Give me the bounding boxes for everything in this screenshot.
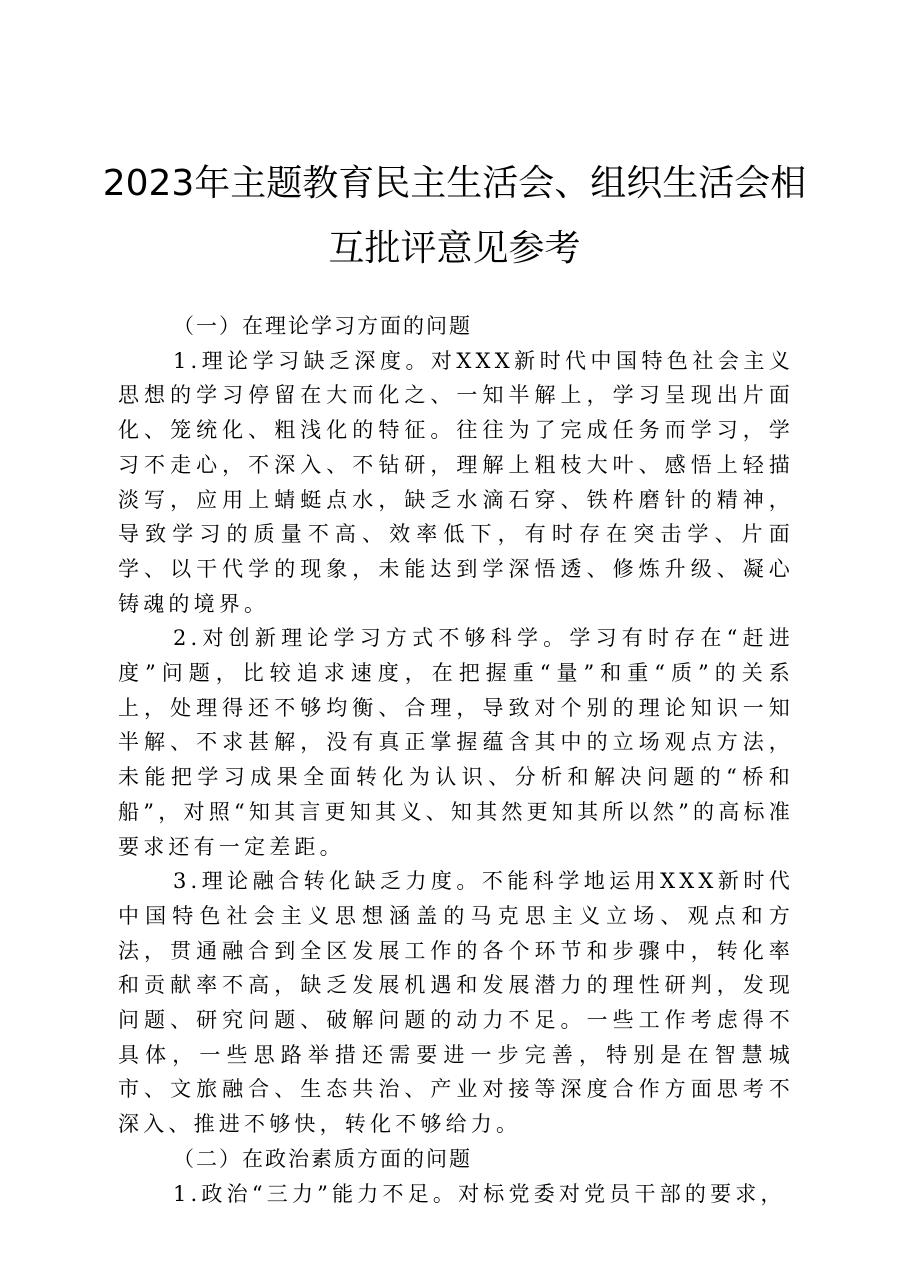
section-1-paragraph-3: 3.理论融合转化缺乏力度。不能科学地运用XXX新时代中国特色社会主义思想涵盖的马克思主义立场、观点和方法，贯通融合到全区发展工作的各个环节和步骤中，转化率和贡献率不高，缺乏发展机遇和发展潜力的理性研判，发现问题、研究问题、破解问题的动力不足。一些工作考虑得不具体，一些思路举措还需要进一步完善，特别是在智慧城市、文旅融合、生态共治、产业对接等深度合作方面思考不深入、推进不够快，转化不够给力。 <box>118 869 794 1137</box>
document-title-line-2: 互批评意见参考 <box>328 228 581 269</box>
document-title-line-1: 2023年主题教育民主生活会、组织生活会相 <box>102 163 807 204</box>
section-2-paragraph-1: 1.政治“三力”能力不足。对标党委对党员干部的要求， <box>173 1181 786 1206</box>
section-1-paragraph-1: 1.理论学习缺乏深度。对XXX新时代中国特色社会主义思想的学习停留在大而化之、一知半解上，学习呈现出片面化、笼统化、粗浅化的特征。往往为了完成任务而学习，学习不走心，不深入、不钻研，理解上粗枝大叶、感悟上轻描淡写，应用上蜻蜓点水，缺乏水滴石穿、铁杵磨针的精神，导致学习的质量不高、效率低下，有时存在突击学、片面学、以干代学的现象，未能达到学深悟透、修炼升级、凝心铸魂的境界。 <box>118 348 794 616</box>
section-1-heading: （一）在理论学习方面的问题 <box>173 314 472 338</box>
section-1-paragraph-2: 2.对创新理论学习方式不够科学。学习有时存在“赶进度”问题，比较追求速度，在把握重“量”和重“质”的关系上，处理得还不够均衡、合理，导致对个别的理论知识一知半解、不求甚解，没有真正掌握蕴含其中的立场观点方法，未能把学习成果全面转化为认识、分析和解决问题的“桥和船”，对照“知其言更知其义、知其然更知其所以然”的高标准要求还有一定差距。 <box>118 626 794 859</box>
section-2-heading: （二）在政治素质方面的问题 <box>173 1146 472 1171</box>
document-body <box>118 309 794 1211</box>
